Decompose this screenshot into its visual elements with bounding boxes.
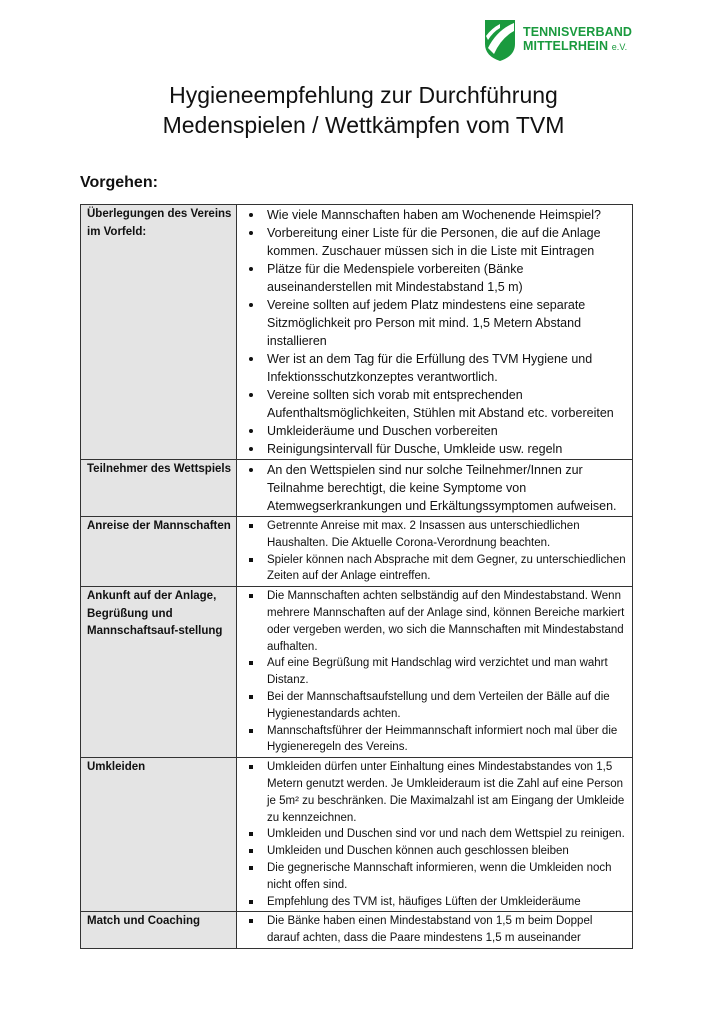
row-content	[237, 205, 633, 460]
procedure-table	[80, 204, 633, 949]
section-heading: Vorgehen:	[80, 174, 158, 191]
logo-suffix: e.V.	[611, 42, 628, 52]
list-item: Wer ist an dem Tag für die Erfüllung des TVM Hygiene und Infektionsschutzkonzeptes verantwortlich.	[237, 350, 626, 386]
row-content	[237, 912, 633, 949]
list-item: Umkleiden und Duschen können auch geschlossen bleiben	[237, 843, 626, 860]
list-item: Umkleiden und Duschen sind vor und nach dem Wettspiel zu reinigen.	[237, 826, 626, 843]
tvm-logo	[483, 18, 673, 66]
table-row	[81, 912, 633, 949]
row-label: Ankunft auf der Anlage, Begrüßung und Mannschaftsauf-stellung	[81, 587, 237, 758]
logo-line-2	[523, 39, 627, 53]
list-item: Auf eine Begrüßung mit Handschlag wird verzichtet und man wahrt Distanz.	[237, 655, 626, 689]
list-item: Bei der Mannschaftsaufstellung und dem Verteilen der Bälle auf die Hygienestandards achten.	[237, 689, 626, 723]
bullet-list	[237, 461, 626, 515]
list-item: Empfehlung des TVM ist, häufiges Lüften der Umkleideräume	[237, 894, 626, 911]
list-item: Die Mannschaften achten selbständig auf den Mindestabstand. Wenn mehrere Mannschaften auf der Anlage sind, können Bereiche markiert oder vergeben werden, wo sich die Mannschaften mit Mindestabstand aufhalten.	[237, 588, 626, 655]
list-item: Vorbereitung einer Liste für die Personen, die auf die Anlage kommen. Zuschauer müssen sich in die Liste mit Eintragen	[237, 224, 626, 260]
list-item: Spieler können nach Absprache mit dem Gegner, zu unterschiedlichen Zeiten auf der Anlage eintreffen.	[237, 552, 626, 586]
title-line-1: Hygieneempfehlung zur Durchführung	[169, 82, 558, 108]
row-label: Teilnehmer des Wettspiels	[81, 460, 237, 517]
list-item: Die Bänke haben einen Mindestabstand von 1,5 m beim Doppel darauf achten, dass die Paare mindestens 1,5 m auseinander	[237, 913, 626, 947]
list-item: Reinigungsintervall für Dusche, Umkleide usw. regeln	[237, 440, 626, 458]
list-item: Plätze für die Medenspiele vorbereiten (Bänke auseinanderstellen mit Mindestabstand 1,5 m)	[237, 260, 626, 296]
bullet-list	[237, 206, 626, 458]
list-item: Umkleiden dürfen unter Einhaltung eines Mindestabstandes von 1,5 Metern genutzt werden. Je Umkleideraum ist die Zahl auf eine Person je 5m² zu beschränken. Die Maximalzahl ist am Eingang der Umkleide zu kennzeichnen.	[237, 759, 626, 826]
logo-line-1: TENNISVERBAND	[523, 25, 632, 39]
shield-logo-icon	[483, 18, 517, 62]
row-label: Überlegungen des Vereins im Vorfeld:	[81, 205, 237, 460]
table-row	[81, 758, 633, 912]
list-item: Wie viele Mannschaften haben am Wochenende Heimspiel?	[237, 206, 626, 224]
document-title	[0, 80, 727, 140]
row-content	[237, 758, 633, 912]
bullet-list	[237, 913, 626, 947]
table-row	[81, 460, 633, 517]
bullet-list	[237, 518, 626, 585]
table-row	[81, 205, 633, 460]
list-item: An den Wettspielen sind nur solche Teilnehmer/Innen zur Teilnahme berechtigt, die keine Symptome von Atemwegserkrankungen und Erkältungssymptomen aufweisen.	[237, 461, 626, 515]
table-row	[81, 587, 633, 758]
list-item: Die gegnerische Mannschaft informieren, wenn die Umkleiden noch nicht offen sind.	[237, 860, 626, 894]
list-item: Vereine sollten auf jedem Platz mindestens eine separate Sitzmöglichkeit pro Person mit mind. 1,5 Metern Abstand installieren	[237, 296, 626, 350]
row-content	[237, 460, 633, 517]
logo-line-2-text: MITTELRHEIN	[523, 39, 609, 53]
list-item: Mannschaftsführer der Heimmannschaft informiert noch mal über die Hygieneregeln des Vereins.	[237, 723, 626, 757]
row-content	[237, 587, 633, 758]
row-label: Umkleiden	[81, 758, 237, 912]
list-item: Umkleideräume und Duschen vorbereiten	[237, 422, 626, 440]
bullet-list	[237, 759, 626, 910]
list-item: Vereine sollten sich vorab mit entsprechenden Aufenthaltsmöglichkeiten, Stühlen mit Abstand etc. vorbereiten	[237, 386, 626, 422]
table-row	[81, 517, 633, 587]
row-content	[237, 517, 633, 587]
bullet-list	[237, 588, 626, 756]
list-item: Getrennte Anreise mit max. 2 Insassen aus unterschiedlichen Haushalten. Die Aktuelle Corona-Verordnung beachten.	[237, 518, 626, 552]
row-label: Match und Coaching	[81, 912, 237, 949]
row-label: Anreise der Mannschaften	[81, 517, 237, 587]
title-line-2: Medenspielen / Wettkämpfen vom TVM	[162, 112, 565, 138]
